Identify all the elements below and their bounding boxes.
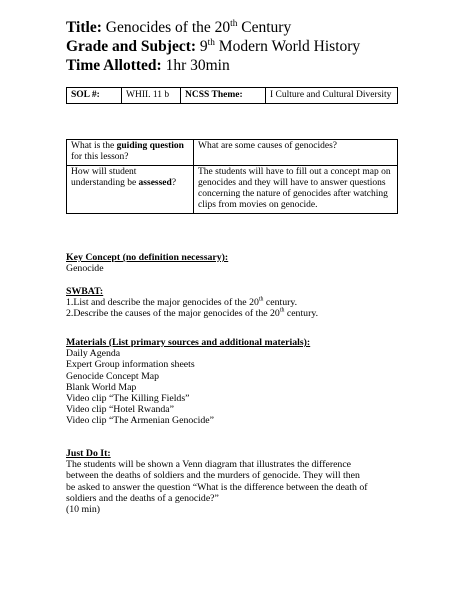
materials-item: Blank World Map	[66, 381, 137, 393]
guiding-question-answer: What are some causes of genocides?	[194, 140, 398, 166]
title-sup: th	[230, 18, 238, 29]
key-concept-heading: Key Concept (no definition necessary):	[66, 252, 229, 263]
ncss-label: NCSS Theme:	[181, 88, 266, 104]
grade-value-pre: 9	[196, 38, 208, 55]
just-do-it-line: (10 min)	[66, 504, 101, 516]
swbat-heading: SWBAT:	[66, 286, 104, 297]
just-do-it-line: be asked to answer the question “What is the difference between the death of	[66, 481, 368, 493]
materials-item: Video clip “Hotel Rwanda”	[66, 404, 174, 416]
grade-line	[66, 38, 360, 55]
assessment-label: How will student understanding be assessed?	[67, 166, 194, 214]
assessment-answer: The students will have to fill out a concept map on genocides and they will have to answer questions concerning the nature of genocides after watching clips from movies on genocide.	[194, 166, 398, 214]
sol-value: WHII. 11 b	[122, 88, 181, 104]
key-concept-value: Genocide	[66, 263, 104, 275]
title-label: Title:	[66, 19, 102, 36]
grade-sup: th	[207, 37, 215, 48]
guiding-row	[67, 140, 398, 166]
time-value: 1hr 30min	[161, 57, 230, 74]
swbat-item: 2.Describe the causes of the major genocides of the 20th century.	[66, 308, 319, 320]
guiding-table	[66, 139, 398, 214]
materials-heading: Materials (List primary sources and additional materials):	[66, 337, 311, 348]
guiding-question-label: What is the guiding question for this lesson?	[67, 140, 194, 166]
just-do-it-line: between the deaths of soldiers and the murders of genocide. They will then	[66, 470, 360, 482]
just-do-it-heading: Just Do It:	[66, 448, 111, 459]
ncss-value: I Culture and Cultural Diversity	[266, 88, 398, 104]
sol-label: SOL #:	[67, 88, 122, 104]
assessment-row	[67, 166, 398, 214]
title-line	[66, 19, 291, 36]
time-line	[66, 57, 230, 74]
sol-row	[67, 88, 398, 104]
grade-value-post: Modern World History	[214, 38, 361, 55]
materials-section	[66, 337, 406, 427]
title-value-post: Century	[237, 19, 292, 36]
swbat-section	[66, 286, 406, 320]
time-label: Time Allotted:	[66, 57, 162, 74]
grade-label: Grade and Subject:	[66, 38, 197, 55]
just-do-it-section	[66, 448, 406, 515]
sol-table	[66, 87, 398, 104]
materials-item: Daily Agenda	[66, 348, 121, 360]
just-do-it-line: The students will be shown a Venn diagram that illustrates the difference	[66, 459, 352, 471]
key-concept-section	[66, 252, 406, 274]
swbat-item: 1.List and describe the major genocides of the 20th century.	[66, 296, 298, 309]
materials-item: Video clip “The Killing Fields”	[66, 393, 190, 405]
just-do-it-line: soldiers and the deaths of a genocide?”	[66, 492, 219, 504]
materials-item: Video clip “The Armenian Genocide”	[66, 415, 214, 427]
materials-item: Expert Group information sheets	[66, 359, 195, 371]
title-value-pre: Genocides of the 20	[101, 19, 231, 36]
materials-item: Genocide Concept Map	[66, 370, 160, 382]
